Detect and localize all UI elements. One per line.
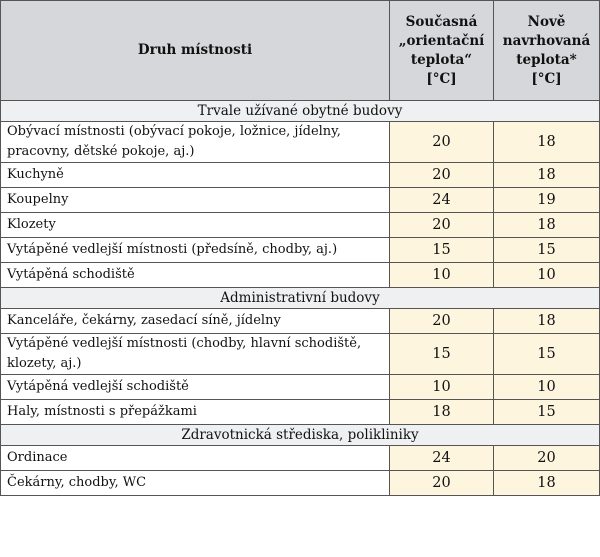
new-temperature: 19 (494, 188, 600, 213)
new-temperature: 18 (494, 122, 600, 163)
section-title: Zdravotnická střediska, polikliniky (1, 425, 600, 446)
section-title: Trvale užívané obytné budovy (1, 101, 600, 122)
current-temperature: 20 (390, 122, 494, 163)
table-row (1, 213, 600, 238)
current-temperature: 15 (390, 334, 494, 375)
table-row (1, 446, 600, 471)
header-new-line: navrhovaná (502, 32, 591, 49)
table-row (1, 471, 600, 496)
current-temperature: 20 (390, 213, 494, 238)
header-new-temperature (494, 1, 600, 101)
header-row (1, 1, 600, 101)
room-name: Vytápěná vedlejší schodiště (1, 375, 390, 400)
room-name: Obývací místnosti (obývací pokoje, ložnice, jídelny, pracovny, dětské pokoje, aj.) (1, 122, 390, 163)
new-temperature: 10 (494, 263, 600, 288)
header-current-line: [°C] (426, 70, 457, 87)
header-room-type: Druh místnosti (1, 1, 390, 101)
table-row (1, 263, 600, 288)
new-temperature: 15 (494, 400, 600, 425)
section-title: Administrativní budovy (1, 288, 600, 309)
table-row (1, 122, 600, 163)
room-name: Haly, místnosti s přepážkami (1, 400, 390, 425)
new-temperature: 18 (494, 471, 600, 496)
section-header (1, 425, 600, 446)
current-temperature: 15 (390, 238, 494, 263)
header-current-line: „orientační (398, 32, 485, 49)
room-name: Koupelny (1, 188, 390, 213)
table-row (1, 309, 600, 334)
room-name: Kuchyně (1, 163, 390, 188)
header-current-line: Současná (405, 13, 478, 30)
room-name: Vytápěné vedlejší místnosti (chodby, hlavní schodiště, klozety, aj.) (1, 334, 390, 375)
room-name: Vytápěné vedlejší místnosti (předsíně, chodby, aj.) (1, 238, 390, 263)
current-temperature: 18 (390, 400, 494, 425)
current-temperature: 20 (390, 471, 494, 496)
header-current-line: teplota“ (410, 51, 473, 68)
room-name: Klozety (1, 213, 390, 238)
header-new-line: Nově (527, 13, 566, 30)
new-temperature: 15 (494, 238, 600, 263)
current-temperature: 24 (390, 446, 494, 471)
new-temperature: 18 (494, 213, 600, 238)
current-temperature: 20 (390, 309, 494, 334)
section-header (1, 101, 600, 122)
section-header (1, 288, 600, 309)
table-row (1, 375, 600, 400)
room-name: Čekárny, chodby, WC (1, 471, 390, 496)
header-current-temperature (390, 1, 494, 101)
new-temperature: 18 (494, 163, 600, 188)
current-temperature: 20 (390, 163, 494, 188)
room-name: Kanceláře, čekárny, zasedací síně, jídelny (1, 309, 390, 334)
new-temperature: 15 (494, 334, 600, 375)
new-temperature: 18 (494, 309, 600, 334)
header-new-line: teplota* (516, 51, 577, 68)
room-name: Ordinace (1, 446, 390, 471)
new-temperature: 10 (494, 375, 600, 400)
current-temperature: 24 (390, 188, 494, 213)
table-row (1, 163, 600, 188)
room-name: Vytápěná schodiště (1, 263, 390, 288)
table-row (1, 238, 600, 263)
table-row (1, 188, 600, 213)
header-new-line: [°C] (531, 70, 562, 87)
current-temperature: 10 (390, 375, 494, 400)
new-temperature: 20 (494, 446, 600, 471)
table-row (1, 400, 600, 425)
current-temperature: 10 (390, 263, 494, 288)
table-row (1, 334, 600, 375)
